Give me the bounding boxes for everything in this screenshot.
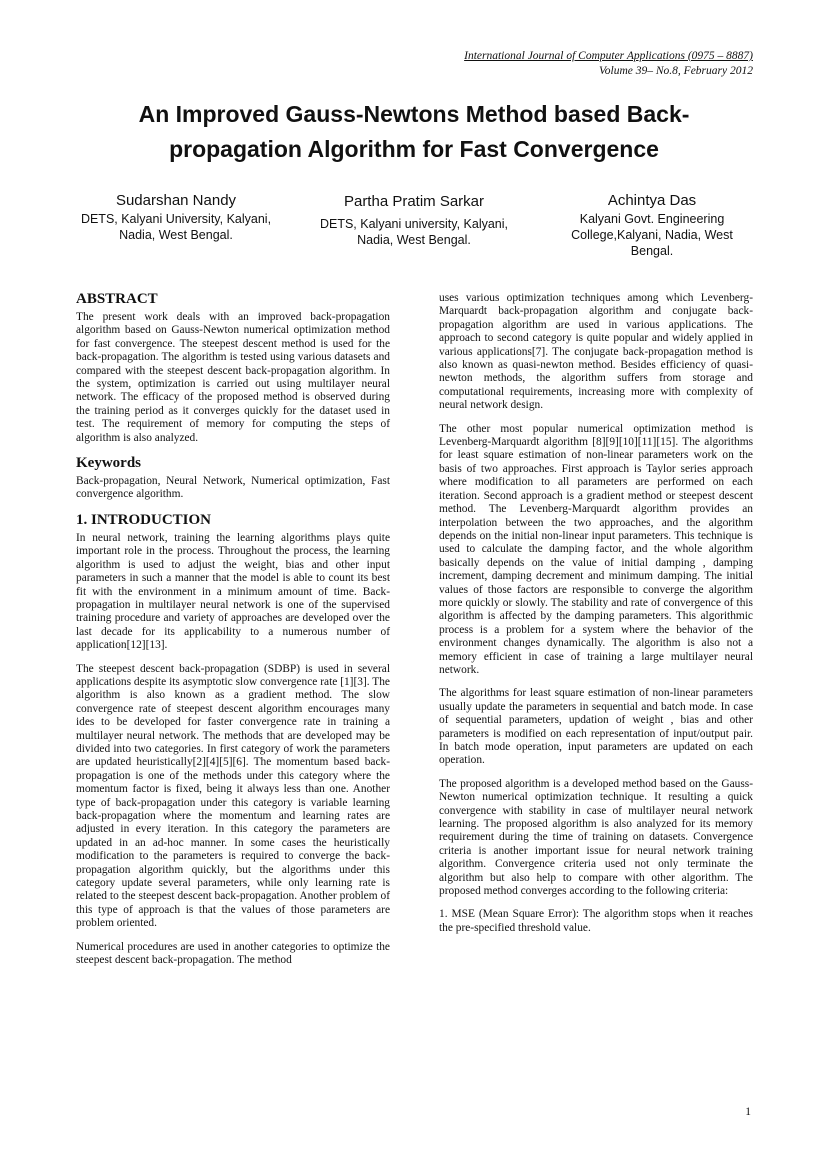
body-paragraph: uses various optimization techniques among which Levenberg-Marquardt back-propagation algorithm and conjugate back-propagation algorithm are used in various applications. The approach to second category is quite popular and widely applied in various applications[7]. The conjugate back-propagation method is also known as quasi-newton method. Besides efficiency of quasi-newton methods, the algorithm suffers from storage and computational requirements, increasing more with complexity of neural network design. <box>439 292 753 412</box>
body-paragraph: The steepest descent back-propagation (SDBP) is used in several applications despite its asymptotic slow convergence rate [1][3]. The algorithm is also known as a gradient method. The slow convergence rate of steepest descent algorithm encourages many ides to be developed for faster convergence rate in training a multilayer neural network. The methods that are developed may be divided into two categories. In first category of work the parameters are updated heuristically[2][4][5][6]. The momentum based back-propagation is one of the methods under this category where the momentum factor is fixed, being it always less than one. Another type of back-propagation under this category is variable learning back-propagation where the momentum and learning rates are adjusted in every iteration. In this category the parameters are updated in an ad-hoc manner. In some cases the heuristically modification to the parameters is required to converge the back-propagation algorithm quickly, but the algorithms under this category update several parameters, while only learning rate is related to the steepest descent back-propagation. Another problem of this type of approach is that the values of those parameters are problem oriented. <box>76 662 390 930</box>
criteria-item: 1. MSE (Mean Square Error): The algorithm stops when it reaches the pre-specified threshold value. <box>439 908 753 934</box>
left-column <box>76 291 390 977</box>
author-2 <box>314 190 514 248</box>
body-paragraph: The other most popular numerical optimization method is Levenberg-Marquardt algorithm [8][9][10][11][15]. The algorithms for least square estimation of non-linear parameters work on the basis of two approaches. First approach is Taylor series approach where modification to all parameters are performed on each iteration. Second approach is a gradient method or steepest descent method. The Levenberg-Marquardt algorithm provides an interpolation between the two approaches, and the algorithm depends on the initial non-linear input parameters. This technique is used to calculate the damping factor, and the whole algorithm basically depends on the value of initial damping , damping increment, damping decrement and minimum damping. The initial values of those factors are responsible to converge the algorithm more quickly or slowly. The stability and rate of convergence of this algorithm is affected by the damping parameters. This algorithmic process is a problem for a system where the behavior of the environment changes dynamically. The algorithm is also not a memory efficient in case of training a large multilayer neural network. <box>439 422 753 676</box>
author-name: Partha Pratim Sarkar <box>343 193 485 210</box>
keywords-heading: Keywords <box>76 455 141 472</box>
introduction-heading: 1. INTRODUCTION <box>76 511 212 528</box>
keywords-text: Back-propagation, Neural Network, Numerical optimization, Fast convergence algorithm. <box>76 475 390 501</box>
abstract-text: The present work deals with an improved back-propagation algorithm based on Gauss-Newton numerical optimization method for fast convergence. The steepest descent method is used for the back-propagation. The algorithm is tested using various datasets and compared with the steepest descent back-propagation algorithm. In the system, optimization is carried out using multilayer neural network. The efficacy of the proposed method is observed during the training period as it converges quickly for the dataset used in test. The requirement of memory for computing the steps of algorithm is also analyzed. <box>76 311 390 444</box>
author-affiliation: DETS, Kalyani university, Kalyani, Nadia, West Bengal. <box>319 217 509 247</box>
body-paragraph: In neural network, training the learning algorithms plays quite important role in the process. Throughout the process, the learning algorithm is used to adjust the weight, bias and other input parameters in such a manner that the model is able to count its best fit with the environment in a minimum amount of time. Back-propagation in multilayer neural network is one of the supervised training procedure and variety of approaches are developed over the last decade for its applicability to a numerous number of application[12][13]. <box>76 531 390 652</box>
author-1 <box>76 190 276 243</box>
author-affiliation: Kalyani Govt. Engineering College,Kalyani, Nadia, West Bengal. <box>571 212 733 258</box>
right-column <box>439 292 753 945</box>
author-3 <box>552 190 752 259</box>
journal-volume: Volume 39– No.8, February 2012 <box>599 65 753 77</box>
journal-name: International Journal of Computer Applications (0975 – 8887) <box>464 50 753 62</box>
body-paragraph: The proposed algorithm is a developed method based on the Gauss-Newton numerical optimization technique. It resulting a quick convergence with stability in case of multilayer neural network learning. The proposed algorithm is also analyzed for its memory requirement during the time of training on datasets. Convergence criteria is another important issue for neural network training algorithm. Convergence criteria used not only terminate the algorithm but also help to compare with other algorithm. The proposed method converges according to the following criteria: <box>439 777 753 898</box>
running-header <box>253 49 753 79</box>
body-paragraph: The algorithms for least square estimation of non-linear parameters usually update the parameters in sequential and batch mode. In case of sequential parameters, updation of weight , bias and other parameters is modified on each representation of input/output pair. In batch mode operation, input parameters are updated on each operation. <box>439 687 753 767</box>
body-paragraph: Numerical procedures are used in another categories to optimize the steepest descent back-propagation. The method <box>76 940 390 967</box>
author-affiliation: DETS, Kalyani University, Kalyani, Nadia, West Bengal. <box>80 212 272 242</box>
paper-title: An Improved Gauss-Newtons Method based Back-propagation Algorithm for Fast Convergence <box>138 101 690 162</box>
abstract-heading: ABSTRACT <box>76 291 158 307</box>
author-name: Sudarshan Nandy <box>115 192 237 209</box>
page-number: 1 <box>745 1106 751 1118</box>
author-name: Achintya Das <box>607 192 697 209</box>
